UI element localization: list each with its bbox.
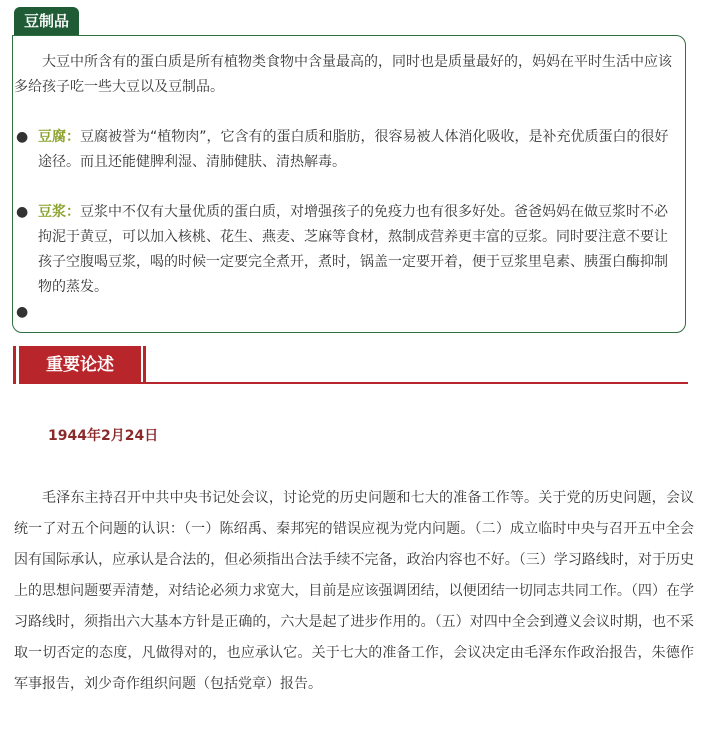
list-item-tofu [16, 125, 678, 175]
body-paragraph: 毛泽东主持召开中共中央书记处会议，讨论党的历史问题和七大的准备工作等。关于党的历史问题，会议统一了对五个问题的认识：（一）陈绍禹、秦邦宪的错误应视为党内问题。（二）成立临时中央与召开五中全会因有国际承认，应承认是合法的，但必须指出合法手续不完备，政治内容也不好。（三）学习路线时，对于历史上的思想问题要弄清楚，对结论必须力求宽大，目前是应该强调团结，以便团结一切同志共同工作。（四）在学习路线时，须指出六大基本方针是正确的，六大是起了进步作用的。（五）对四中全会到遵义会议时期，也不采取一切否定的态度，凡做得对的，也应承认它。关于七大的准备工作，会议决定由毛泽东作政治报告，朱德作军事报告，刘少奇作组织问题（包括党章）报告。 [14, 490, 694, 692]
bullet-dot-icon: ● [16, 129, 29, 145]
heading-stripe-right [143, 346, 146, 384]
section-heading: 重要论述 [19, 346, 141, 384]
list-item-soymilk [16, 200, 678, 300]
list-item-empty [16, 300, 678, 325]
section-tab: 豆制品 [14, 7, 79, 35]
item-label: 豆浆： [38, 204, 80, 220]
heading-stripe-left [13, 346, 16, 384]
date-label: 1944年2月24日 [48, 428, 159, 444]
bullet-dot-icon: ● [16, 204, 29, 220]
intro-paragraph: 大豆中所含有的蛋白质是所有植物类食物中含量最高的，同时也是质量最好的，妈妈在平时生活中应该多给孩子吃一些大豆以及豆制品。 [14, 54, 672, 95]
item-label: 豆腐： [38, 129, 80, 145]
heading-underline [19, 382, 688, 384]
item-text: 豆腐被誉为“植物肉”，它含有的蛋白质和脂肪，很容易被人体消化吸收，是补充优质蛋白的很好途径。而且还能健脾利湿、清肺健肤、清热解毒。 [38, 129, 669, 170]
bullet-dot-icon: ● [16, 304, 29, 320]
item-text: 豆浆中不仅有大量优质的蛋白质，对增强孩子的免疫力也有很多好处。爸爸妈妈在做豆浆时不必拘泥于黄豆，可以加入核桃、花生、燕麦、芝麻等食材，熬制成营养更丰富的豆浆。同时要注意不要让孩子空腹喝豆浆，喝的时候一定要完全煮开，煮时，锅盖一定要开着，便于豆浆里皂素、胰蛋白酶抑制物的蒸发。 [38, 204, 668, 295]
